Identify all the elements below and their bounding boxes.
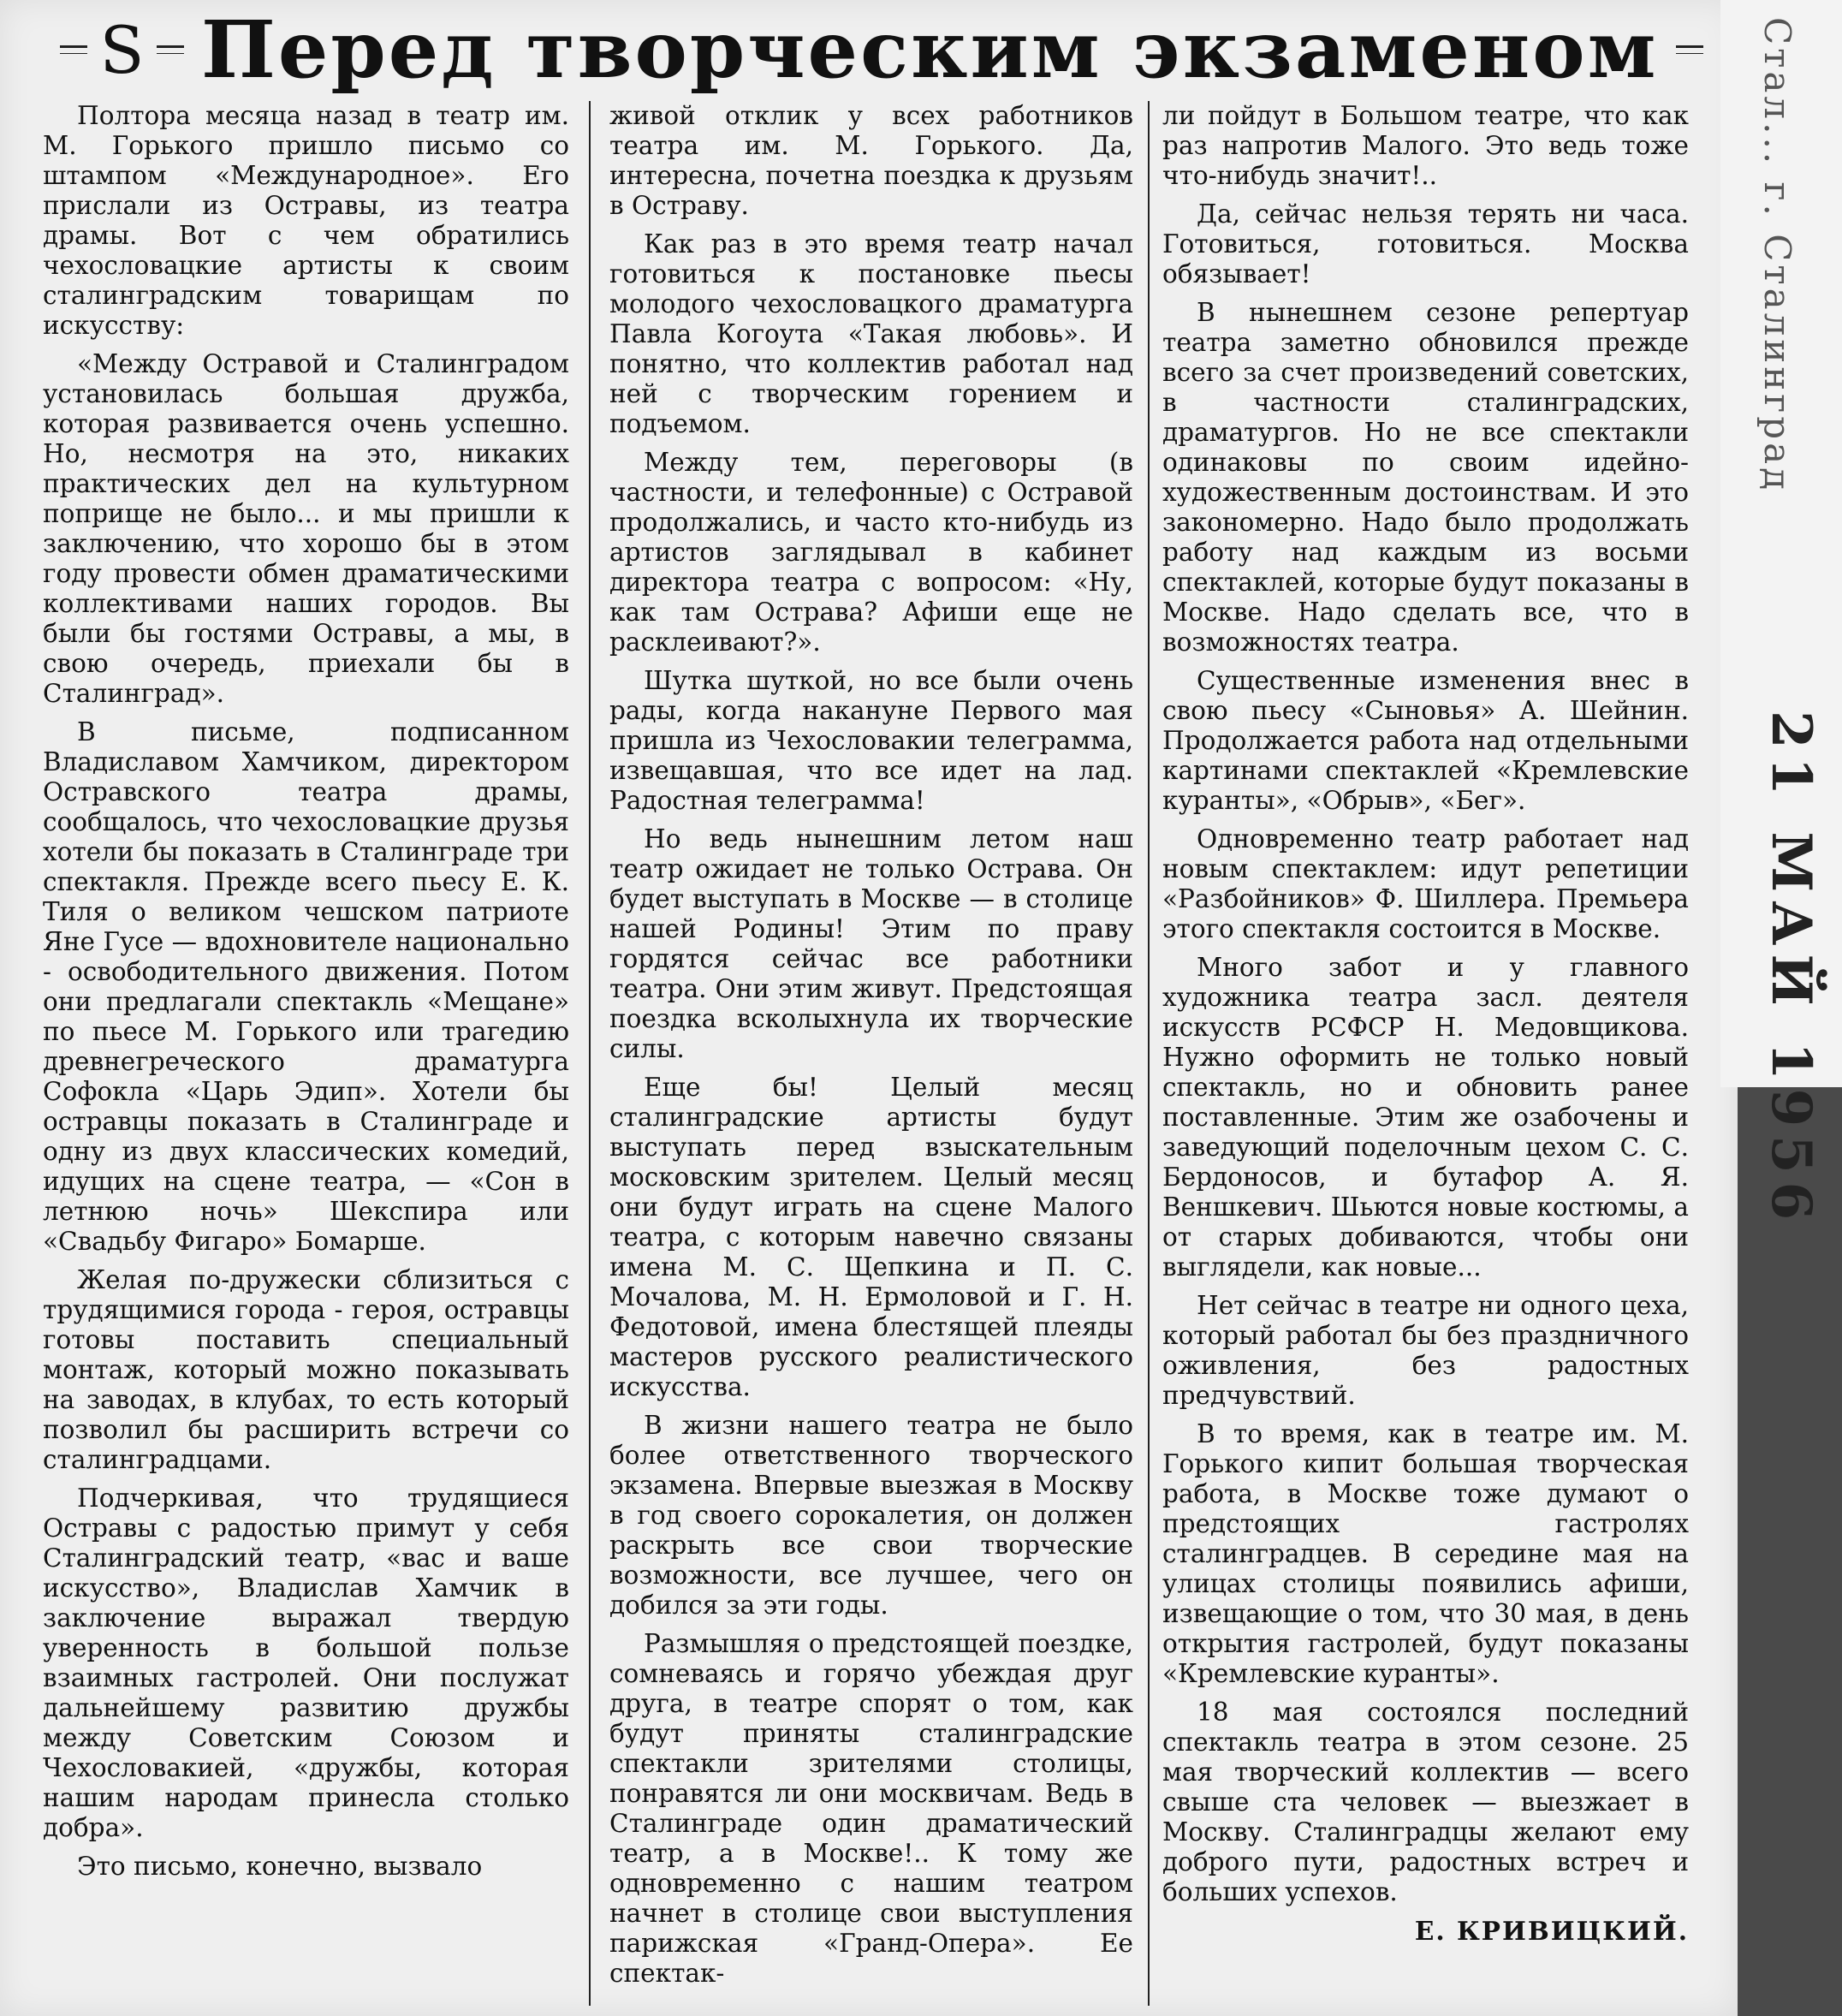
masthead bbox=[60, 3, 1703, 96]
paragraph: Желая по-дружески сблизиться с трудящимися города - героя, остравцы готовы поставить специальный монтаж, который можно показывать на заводах, в клубах, то есть который позволил бы расширить встречи со сталинградцами. bbox=[43, 1265, 569, 1474]
masthead-rule-mid bbox=[157, 45, 184, 54]
paragraph: 18 мая состоялся последний спектакль театра в этом сезоне. 25 мая творческий коллектив — всего свыше ста человек — выезжает в Москву. Сталинградцы желают ему доброго пути, радостных встреч и больших успехов. bbox=[1162, 1698, 1689, 1906]
column-3 bbox=[1162, 101, 1689, 2006]
paragraph: Много забот и у главного художника театра засл. деятеля искусств РСФСР Н. Медовщикова. Нужно оформить не только новый спектакль, но и обновить ранее поставленные. Этим же озабочены и заведующий поделочным цехом С. С. Бердоносов, и бутафор А. Я. Веншкевич. Шьются новые костюмы, а от старых добиваются, чтобы они выглядели, как новые... bbox=[1162, 953, 1689, 1282]
newspaper-stamp: Стал... г. Сталинград bbox=[1756, 17, 1798, 494]
paragraph: Существенные изменения внес в свою пьесу «Сыновья» А. Шейнин. Продолжается работа над отдельными картинами спектаклей «Кремлевские куранты», «Обрыв», «Бег». bbox=[1162, 666, 1689, 815]
paragraph: ли пойдут в Большом театре, что как раз напротив Малого. Это ведь тоже что-нибудь значит!.. bbox=[1162, 101, 1689, 190]
paragraph: Размышляя о предстоящей поездке, сомневаясь и горячо убеждая друг друга, в театре спорят о том, как будут приняты сталинградские спектакли зрителями столицы, понравятся ли они москвичам. Ведь в Сталинграде один драматический театр, а в Москве!.. К тому же одновременно с нашим театром начнет в столице свои выступления парижская «Гранд-Опера». Ее спектак- bbox=[609, 1629, 1133, 1988]
column-1 bbox=[43, 101, 569, 2006]
paragraph: Нет сейчас в театре ни одного цеха, который работал бы без праздничного оживления, без радостных предчувствий. bbox=[1162, 1291, 1689, 1410]
paragraph: Между тем, переговоры (в частности, и телефонные) с Остравой продолжались, и часто кто-нибудь из артистов заглядывал в кабинет директора театра с вопросом: «Ну, как там Острава? Афиши еще не расклеивают?». bbox=[609, 448, 1133, 657]
paragraph: Как раз в это время театр начал готовиться к постановке пьесы молодого чехословацкого драматурга Павла Когоута «Такая любовь». И понятно, что коллектив работал над ней с творческим горением и подъемом. bbox=[609, 229, 1133, 438]
paragraph: Но ведь нынешним летом наш театр ожидает не только Острава. Он будет выступать в Москве — в столице нашей Родины! Этим по праву гордятся сейчас все работники театра. Они этим живут. Предстоящая поездка всколыхнула их творческие силы. bbox=[609, 824, 1133, 1063]
paragraph: Шутка шуткой, но все были очень рады, когда накануне Первого мая пришла из Чехословакии телеграмма, извещавшая, что все идет на лад. Радостная телеграмма! bbox=[609, 666, 1133, 815]
paragraph: В письме, подписанном Владиславом Хамчиком, директором Остравского театра драмы, сообщалось, что чехословацкие друзья хотели бы показать в Сталинграде три спектакля. Прежде всего пьесу Е. К. Тиля о великом чешском патриоте Яне Гусе — вдохновителе национально - освободительного движения. Потом они предлагали спектакль «Мещане» по пьесе М. Горького или трагедию древнегреческого драматурга Софокла «Царь Эдип». Хотели бы остравцы показать в Сталинграде и одну из двух классических комедий, идущих на сцене театра, — «Сон в летнюю ночь» Шекспира или «Свадьбу Фигаро» Бомарше. bbox=[43, 717, 569, 1256]
paragraph: живой отклик у всех работников театра им. М. Горького. Да, интересна, почетна поездка к друзьям в Остраву. bbox=[609, 101, 1133, 220]
author-signature: Е. КРИВИЦКИЙ. bbox=[1414, 1916, 1689, 1946]
paragraph: Еще бы! Целый месяц сталинградские артисты будут выступать перед взыскательным московским зрителем. Целый месяц они будут играть на сцене Малого театра, с которым навечно связаны имена М. С. Щепкина и П. С. Мочалова, М. Н. Ермоловой и Г. Н. Федотовой, имена блестящей плеяды мастеров русского реалистического искусства. bbox=[609, 1073, 1133, 1401]
masthead-mark: S bbox=[99, 11, 145, 88]
paragraph: Полтора месяца назад в театр им. М. Горького пришло письмо со штампом «Международное». Его прислали из Остравы, из театра драмы. Вот с чем обратились чехословацкие артисты к своим сталинградским товарищам по искусству: bbox=[43, 101, 569, 340]
article-body bbox=[34, 101, 1703, 2010]
paragraph: В нынешнем сезоне репертуар театра заметно обновился прежде всего за счет произведений советских, в частности сталинградских, драматургов. Но не все спектакли одинаковы по своим идейно-художественным достоинствам. И это закономерно. Надо было продолжать работу над каждым из восьми спектаклей, которые будут показаны в Москве. Надо сделать все, что в возможностях театра. bbox=[1162, 298, 1689, 657]
headline: Перед творческим экзаменом bbox=[200, 3, 1659, 96]
date-stamp: 21 МАЙ 1956 bbox=[1759, 711, 1823, 1229]
paragraph: В то время, как в театре им. М. Горького кипит большая творческая работа, в Москве тоже думают о предстоящих гастролях сталинградцев. В середине мая на улицах столицы появились афиши, извещающие о том, что 30 мая, в день открытия гастролей, будут показаны «Кремлевские куранты». bbox=[1162, 1419, 1689, 1688]
paragraph: Да, сейчас нельзя терять ни часа. Готовиться, готовиться. Москва обязывает! bbox=[1162, 199, 1689, 288]
paragraph: В жизни нашего театра не было более ответственного творческого экзамена. Впервые выезжая в Москву в год своего сорокалетия, он должен раскрыть все свои творческие возможности, все лучшее, чего он добился за эти годы. bbox=[609, 1411, 1133, 1620]
column-divider bbox=[1148, 101, 1150, 2006]
masthead-rule-left bbox=[60, 45, 87, 54]
masthead-rule-right bbox=[1676, 45, 1703, 54]
paragraph: Одновременно театр работает над новым спектаклем: идут репетиции «Разбойников» Ф. Шиллера. Премьера этого спектакля состоится в Москве. bbox=[1162, 824, 1689, 943]
paragraph: Подчеркивая, что трудящиеся Остравы с радостью примут у себя Сталинградский театр, «вас и ваше искусство», Владислав Хамчик в заключение выражал твердую уверенность в большой пользе взаимных гастролей. Они послужат дальнейшему развитию дружбы между Советским Союзом и Чехословакией, «дружбы, которая нашим народам принесла столько добра». bbox=[43, 1484, 569, 1842]
column-2 bbox=[609, 101, 1133, 2006]
paragraph: Это письмо, конечно, вызвало bbox=[77, 1852, 483, 1881]
paragraph: «Между Остравой и Сталинградом установилась большая дружба, которая развивается очень успешно. Но, несмотря на это, никаких практических дел на культурном поприще не было... и мы пришли к заключению, что хорошо бы в этом году провести обмен драматическими коллективами наших городов. Вы были бы гостями Остравы, а мы, в свою очередь, приехали бы в Сталинград». bbox=[43, 349, 569, 708]
column-divider bbox=[589, 101, 591, 2006]
